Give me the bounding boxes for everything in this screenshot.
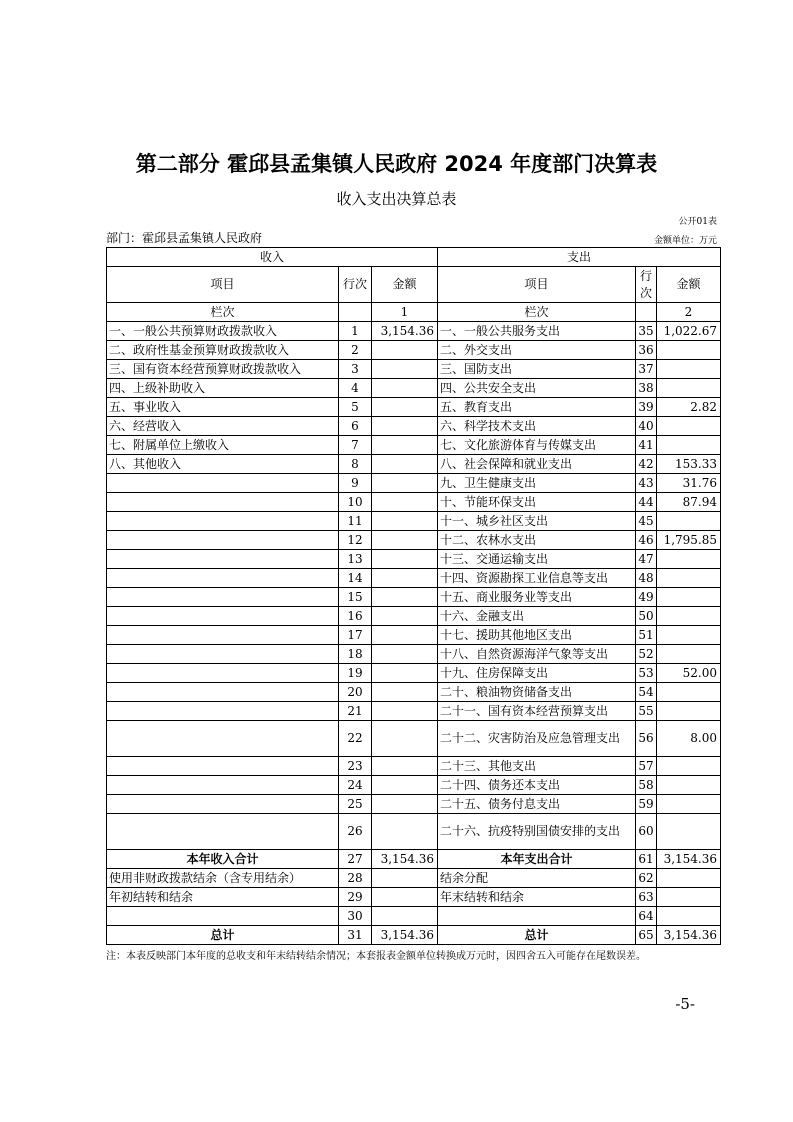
expense-line-cell: 42 [636,455,657,474]
income-item-cell: 本年收入合计 [107,850,339,869]
expense-line-cell: 49 [636,588,657,607]
expense-item-cell: 十八、自然资源海洋气象等支出 [438,645,636,664]
expense-item-cell: 十六、金融支出 [438,607,636,626]
income-line-cell: 27 [339,850,372,869]
expense-item-cell: 十三、交通运输支出 [438,550,636,569]
table-row [107,907,721,926]
expense-item-cell: 二、外交支出 [438,341,636,360]
income-item-cell [107,757,339,776]
income-item-cell [107,702,339,721]
income-line-cell: 7 [339,436,372,455]
income-line-cell: 13 [339,550,372,569]
income-amount-cell [372,888,438,907]
table-row [107,721,721,757]
expense-line-cell: 46 [636,531,657,550]
expense-line-cell: 58 [636,776,657,795]
expense-item-cell: 二十六、抗疫特别国债安排的支出 [438,814,636,850]
expense-amount-cell [657,645,721,664]
income-amount-cell [372,869,438,888]
income-item-cell: 总计 [107,926,339,945]
expense-amount-cell: 87.94 [657,493,721,512]
expense-line-cell: 59 [636,795,657,814]
income-line-cell: 12 [339,531,372,550]
income-line-cell: 24 [339,776,372,795]
income-amount-cell [372,776,438,795]
page-number: -5- [675,995,695,1013]
income-amount-cell [372,588,438,607]
expense-section-header: 支出 [438,248,721,267]
income-item-cell [107,776,339,795]
income-line-cell: 31 [339,926,372,945]
expense-amount-cell [657,550,721,569]
expense-line-cell: 63 [636,888,657,907]
expense-item-header: 项目 [438,267,636,303]
income-amount-cell [372,645,438,664]
expense-amount-cell [657,512,721,531]
expense-amount-cell: 1,022.67 [657,322,721,341]
income-line-cell: 11 [339,512,372,531]
income-amount-cell [372,360,438,379]
table-row [107,398,721,417]
table-row [107,683,721,702]
expense-line-cell: 47 [636,550,657,569]
income-line-cell: 22 [339,721,372,757]
income-item-cell: 四、上级补助收入 [107,379,339,398]
income-amount-cell [372,795,438,814]
expense-line-cell: 64 [636,907,657,926]
income-amount-cell: 3,154.36 [372,322,438,341]
expense-line-cell: 39 [636,398,657,417]
income-item-cell [107,645,339,664]
income-item-cell [107,588,339,607]
expense-line-cell: 53 [636,664,657,683]
income-line-cell: 14 [339,569,372,588]
expense-item-cell: 结余分配 [438,869,636,888]
page-title: 第二部分 霍邱县孟集镇人民政府 2024 年度部门决算表 [135,152,658,176]
expense-line-cell: 65 [636,926,657,945]
expense-item-cell: 九、卫生健康支出 [438,474,636,493]
expense-line-cell: 44 [636,493,657,512]
table-row [107,702,721,721]
expense-line-header: 行次 [636,267,657,303]
table-row [107,607,721,626]
expense-item-cell: 一、一般公共服务支出 [438,322,636,341]
income-amount-cell [372,379,438,398]
department-label: 部门：霍邱县孟集镇人民政府 [106,231,263,245]
income-item-cell [107,607,339,626]
table-row [107,360,721,379]
income-amount-header: 金额 [372,267,438,303]
table-row [107,550,721,569]
expense-line-cell: 38 [636,379,657,398]
income-item-cell: 三、国有资本经营预算财政拨款收入 [107,360,339,379]
expense-item-cell: 十一、城乡社区支出 [438,512,636,531]
income-amount-cell [372,455,438,474]
expense-amount-cell [657,436,721,455]
table-row [107,645,721,664]
expense-item-cell: 年末结转和结余 [438,888,636,907]
income-line-cell: 16 [339,607,372,626]
income-lanci-blank [339,303,372,322]
expense-item-cell: 三、国防支出 [438,360,636,379]
income-item-cell: 六、经营收入 [107,417,339,436]
income-line-cell: 5 [339,398,372,417]
expense-col-number: 2 [657,303,721,322]
income-line-cell: 19 [339,664,372,683]
expense-item-cell: 五、教育支出 [438,398,636,417]
income-line-header: 行次 [339,267,372,303]
income-line-cell: 2 [339,341,372,360]
income-item-cell [107,512,339,531]
income-amount-cell [372,512,438,531]
income-item-cell [107,474,339,493]
income-line-cell: 20 [339,683,372,702]
income-amount-cell [372,417,438,436]
expense-item-cell: 十、节能环保支出 [438,493,636,512]
expense-item-cell: 八、社会保障和就业支出 [438,455,636,474]
income-line-cell: 6 [339,417,372,436]
income-section-header: 收入 [107,248,438,267]
expense-line-cell: 52 [636,645,657,664]
income-item-cell: 八、其他收入 [107,455,339,474]
expense-item-cell: 七、文化旅游体育与传媒支出 [438,436,636,455]
table-row [107,455,721,474]
income-item-cell: 二、政府性基金预算财政拨款收入 [107,341,339,360]
expense-line-cell: 50 [636,607,657,626]
income-amount-cell [372,493,438,512]
table-row [107,474,721,493]
expense-line-cell: 37 [636,360,657,379]
income-line-cell: 10 [339,493,372,512]
income-item-cell [107,795,339,814]
expense-amount-cell [657,795,721,814]
expense-amount-cell [657,888,721,907]
income-line-cell: 1 [339,322,372,341]
expense-item-cell: 本年支出合计 [438,850,636,869]
table-row [107,493,721,512]
income-line-cell: 25 [339,795,372,814]
expense-amount-cell [657,569,721,588]
expense-item-cell: 二十二、灾害防治及应急管理支出 [438,721,636,757]
expense-amount-cell [657,907,721,926]
expense-item-cell: 二十、粮油物资储备支出 [438,683,636,702]
income-amount-cell [372,683,438,702]
expense-line-cell: 35 [636,322,657,341]
income-amount-cell [372,474,438,493]
expense-amount-cell [657,417,721,436]
income-line-cell: 18 [339,645,372,664]
table-row [107,341,721,360]
expense-line-cell: 51 [636,626,657,645]
expense-amount-cell: 1,795.85 [657,531,721,550]
expense-amount-cell [657,683,721,702]
expense-item-cell: 四、公共安全支出 [438,379,636,398]
table-row [107,531,721,550]
expense-amount-cell: 3,154.36 [657,926,721,945]
expense-item-cell: 六、科学技术支出 [438,417,636,436]
expense-item-cell: 二十四、债务还本支出 [438,776,636,795]
income-item-header: 项目 [107,267,339,303]
expense-line-cell: 40 [636,417,657,436]
income-amount-cell [372,907,438,926]
expense-item-cell [438,907,636,926]
income-amount-cell [372,626,438,645]
table-row [107,322,721,341]
expense-amount-cell: 31.76 [657,474,721,493]
table-row [107,588,721,607]
income-amount-cell [372,721,438,757]
expense-item-cell: 十七、援助其他地区支出 [438,626,636,645]
income-col-number: 1 [372,303,438,322]
expense-amount-cell [657,360,721,379]
income-item-cell: 七、附属单位上缴收入 [107,436,339,455]
income-item-cell [107,721,339,757]
income-expense-table [106,247,721,945]
expense-amount-header: 金额 [657,267,721,303]
income-line-cell: 21 [339,702,372,721]
table-row [107,436,721,455]
income-amount-cell [372,702,438,721]
table-row [107,850,721,869]
expense-amount-cell [657,702,721,721]
income-item-cell [107,493,339,512]
expense-line-cell: 36 [636,341,657,360]
expense-amount-cell: 3,154.36 [657,850,721,869]
income-amount-cell: 3,154.36 [372,926,438,945]
income-item-cell: 使用非财政拨款结余（含专用结余） [107,869,339,888]
expense-item-cell: 十四、资源勘探工业信息等支出 [438,569,636,588]
income-line-cell: 4 [339,379,372,398]
income-item-cell [107,550,339,569]
expense-line-cell: 41 [636,436,657,455]
income-amount-cell [372,814,438,850]
income-line-cell: 23 [339,757,372,776]
expense-item-cell: 二十三、其他支出 [438,757,636,776]
expense-amount-cell [657,607,721,626]
expense-lanci-blank [636,303,657,322]
expense-amount-cell: 2.82 [657,398,721,417]
table-row [107,757,721,776]
table-row [107,869,721,888]
income-item-cell [107,531,339,550]
table-body [107,322,721,945]
table-note: 注：本表反映部门本年度的总收支和年末结转结余情况；本套报表金额单位转换成万元时，因四舍五入可能存在尾数误差。 [106,951,646,962]
income-line-cell: 3 [339,360,372,379]
table-row [107,626,721,645]
expense-line-cell: 62 [636,869,657,888]
income-line-cell: 17 [339,626,372,645]
expense-amount-cell: 52.00 [657,664,721,683]
table-row [107,512,721,531]
expense-item-cell: 十五、商业服务业等支出 [438,588,636,607]
income-item-cell: 一、一般公共预算财政拨款收入 [107,322,339,341]
income-amount-cell [372,757,438,776]
income-item-cell [107,664,339,683]
income-amount-cell [372,531,438,550]
income-amount-cell [372,436,438,455]
table-row [107,776,721,795]
expense-amount-cell [657,379,721,398]
table-row [107,795,721,814]
income-item-cell [107,683,339,702]
expense-amount-cell: 8.00 [657,721,721,757]
income-amount-cell: 3,154.36 [372,850,438,869]
income-amount-cell [372,341,438,360]
expense-line-cell: 60 [636,814,657,850]
expense-line-cell: 57 [636,757,657,776]
expense-line-cell: 43 [636,474,657,493]
expense-amount-cell [657,341,721,360]
income-line-cell: 9 [339,474,372,493]
table-row [107,569,721,588]
table-row [107,888,721,907]
expense-item-cell: 十二、农林水支出 [438,531,636,550]
expense-lanci-label: 栏次 [438,303,636,322]
income-item-cell [107,907,339,926]
table-subtitle: 收入支出决算总表 [336,190,457,208]
expense-amount-cell [657,869,721,888]
income-item-cell: 年初结转和结余 [107,888,339,907]
table-row [107,664,721,683]
expense-item-cell: 二十一、国有资本经营预算支出 [438,702,636,721]
expense-line-cell: 61 [636,850,657,869]
income-item-cell [107,814,339,850]
income-item-cell: 五、事业收入 [107,398,339,417]
income-item-cell [107,569,339,588]
expense-line-cell: 56 [636,721,657,757]
expense-line-cell: 54 [636,683,657,702]
income-item-cell [107,626,339,645]
expense-line-cell: 48 [636,569,657,588]
expense-amount-cell: 153.33 [657,455,721,474]
expense-amount-cell [657,757,721,776]
expense-amount-cell [657,814,721,850]
income-amount-cell [372,398,438,417]
expense-line-cell: 45 [636,512,657,531]
expense-line-cell: 55 [636,702,657,721]
table-row [107,814,721,850]
income-amount-cell [372,607,438,626]
income-line-cell: 29 [339,888,372,907]
expense-amount-cell [657,588,721,607]
income-line-cell: 28 [339,869,372,888]
expense-amount-cell [657,776,721,795]
amount-unit: 金额单位：万元 [653,236,717,246]
income-amount-cell [372,569,438,588]
income-line-cell: 15 [339,588,372,607]
table-row [107,379,721,398]
income-line-cell: 26 [339,814,372,850]
expense-item-cell: 总计 [438,926,636,945]
form-number: 公开01表 [678,217,717,227]
income-line-cell: 8 [339,455,372,474]
income-lanci-label: 栏次 [107,303,339,322]
expense-item-cell: 十九、住房保障支出 [438,664,636,683]
income-amount-cell [372,664,438,683]
expense-amount-cell [657,626,721,645]
expense-item-cell: 二十五、债务付息支出 [438,795,636,814]
table-row [107,926,721,945]
income-line-cell: 30 [339,907,372,926]
table-row [107,417,721,436]
income-amount-cell [372,550,438,569]
